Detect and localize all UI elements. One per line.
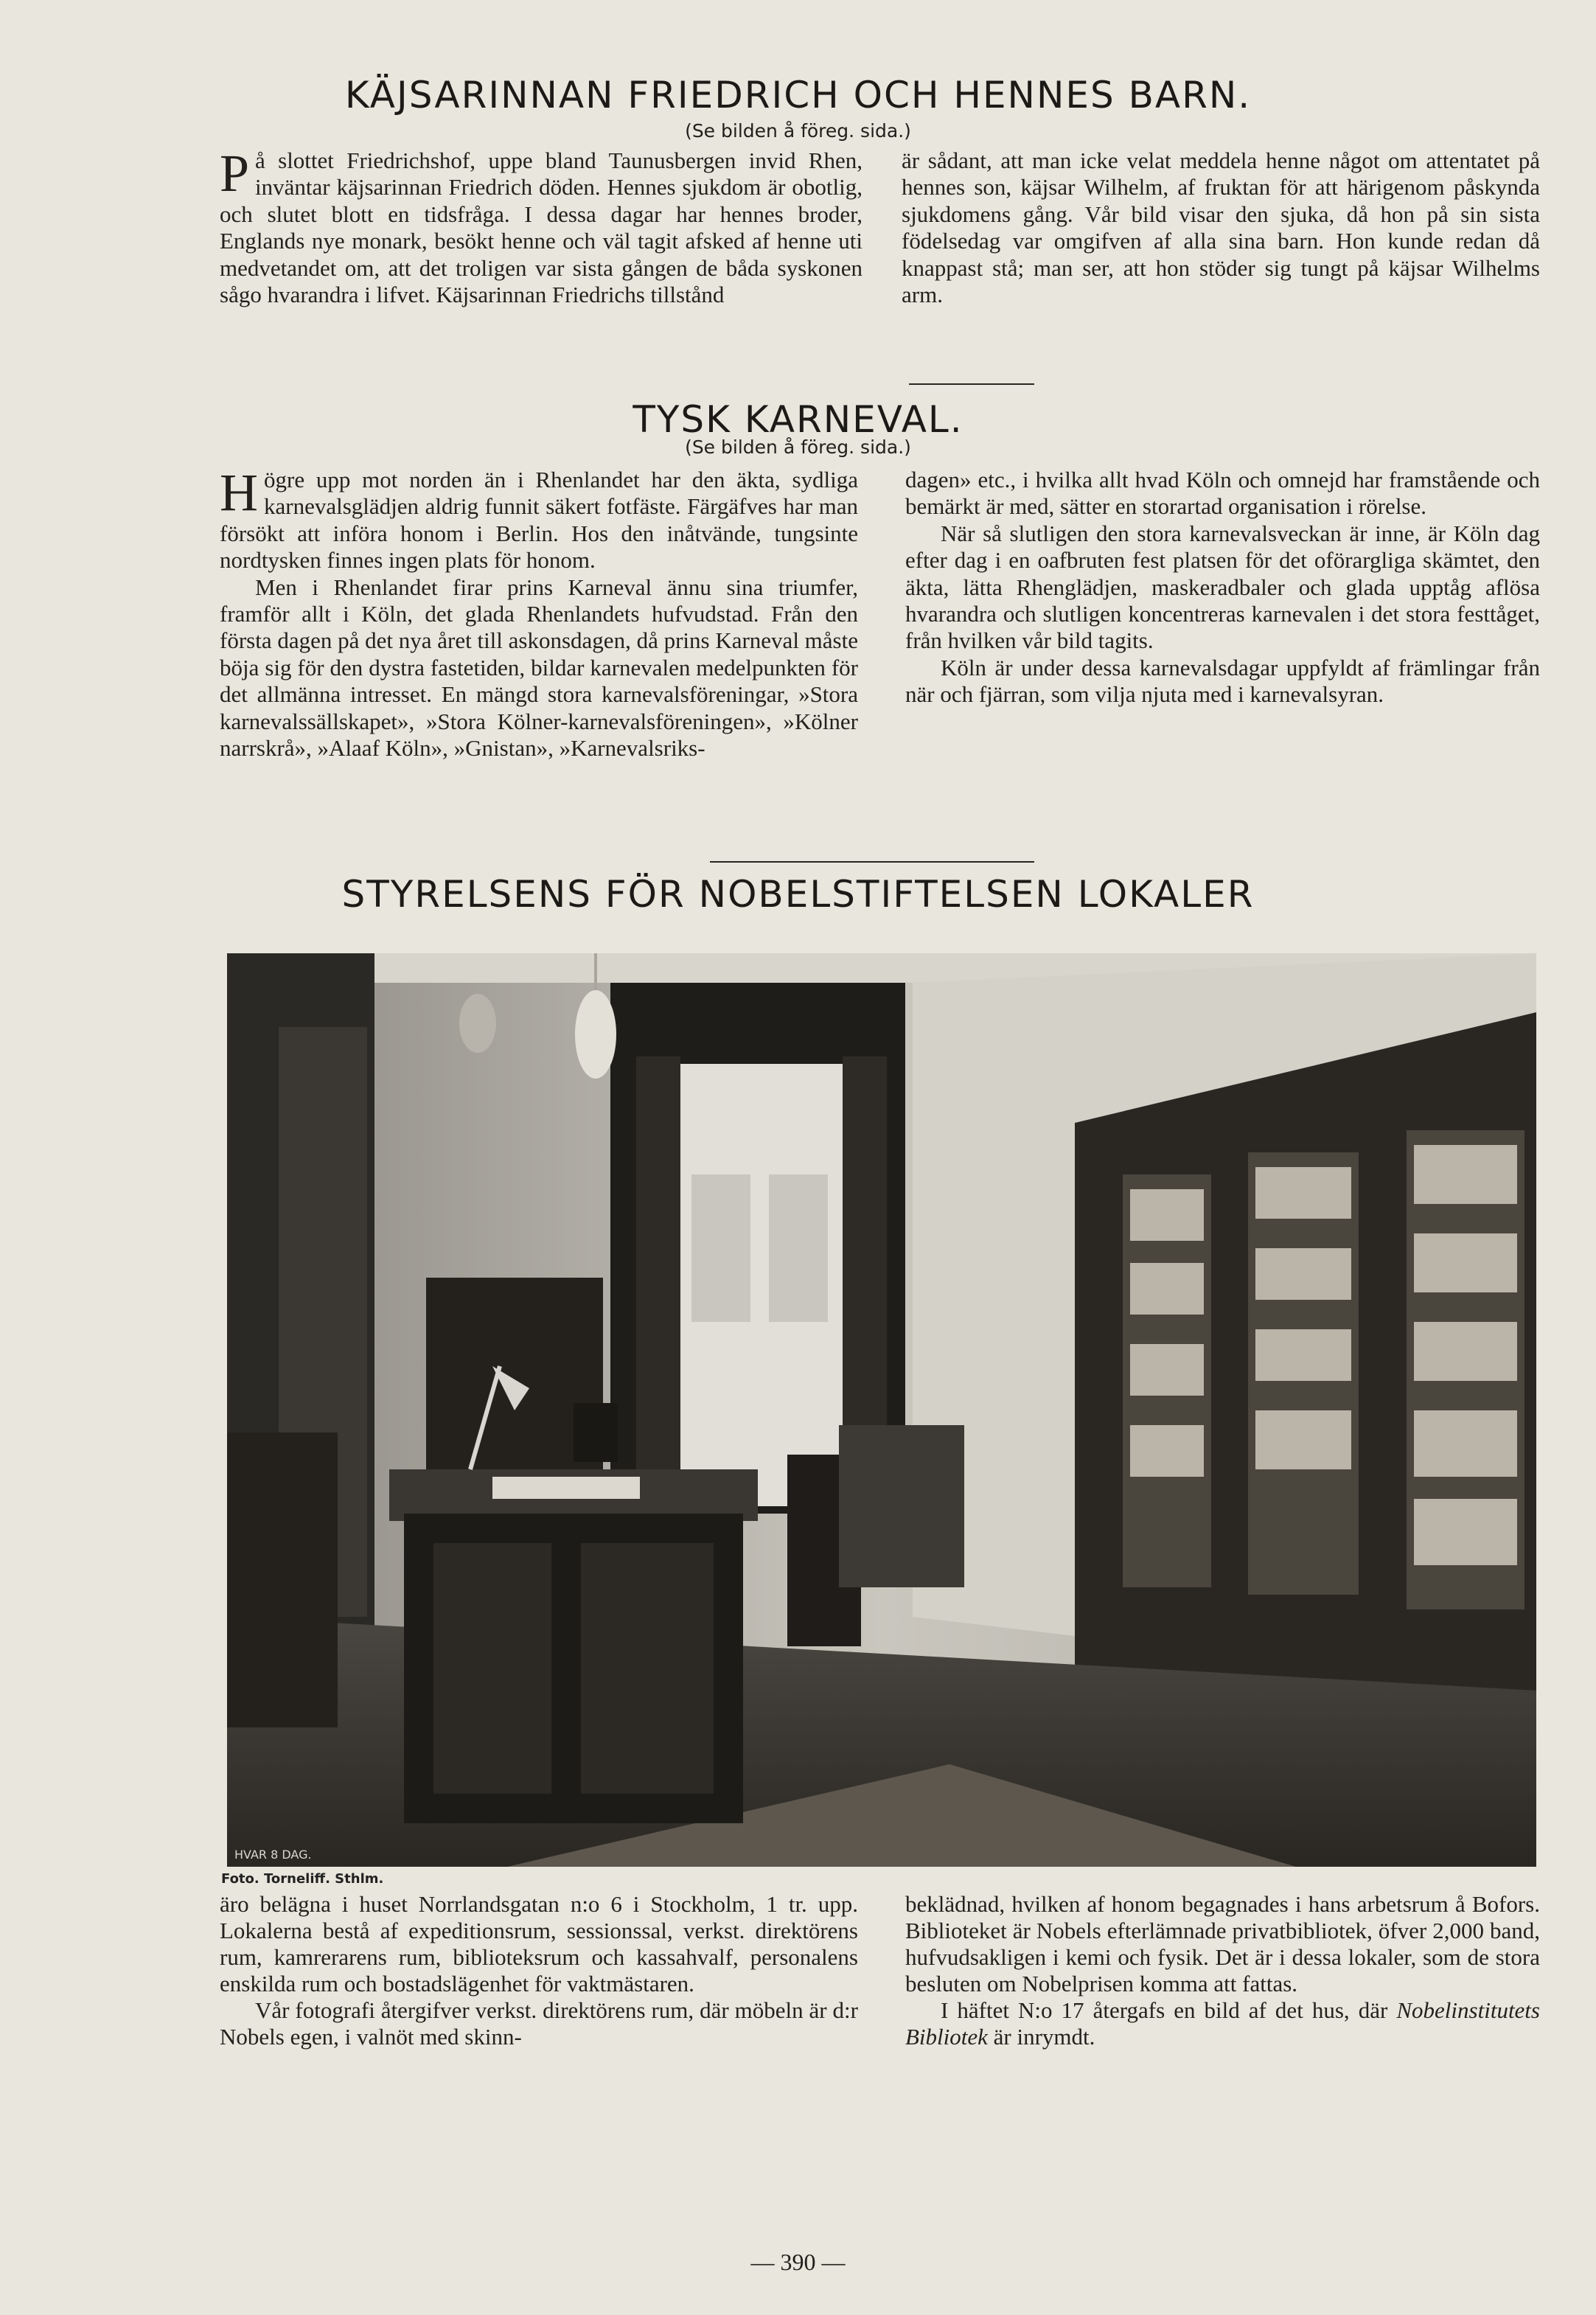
article3-left-paragraph: Vår fotografi återgifver verkst. direktörens rum, där möbeln är d:r Nobels egen, i valnöt med skinn- — [220, 1997, 858, 2050]
page-number: — 390 — — [750, 2249, 846, 2275]
article-reference-note: (Se bilden å föreg. sida.) — [685, 436, 911, 458]
article2-right-paragraph: När så slutligen den stora karnevalsveckan är inne, är Köln dag efter dag i en oafbruten fest platsen för det oförargliga skämtet, den äkta, lätta Rhenglädjen, maskeradbaler och glada upptåg aflösa hvarandra och slutligen koncentreras karnevalen i det stora festtåget, från hvilken vår bild tagits. — [905, 520, 1540, 654]
article2-left-column — [220, 463, 858, 762]
text-run: I häftet N:o 17 återgafs en bild af det hus, där — [941, 1997, 1397, 2023]
article-reference-note: (Se bilden å föreg. sida.) — [685, 120, 911, 142]
article3-right-column — [905, 1891, 1540, 2050]
drop-cap: H — [220, 463, 258, 522]
article3-left-column — [220, 1891, 858, 2050]
article1-right-column — [902, 147, 1540, 308]
italic-title: Nobelinstitutets Bibliotek — [905, 1997, 1540, 2050]
office-interior-illustration — [227, 953, 1536, 1867]
article-title-tysk-karneval: TYSK KARNEVAL. — [633, 398, 963, 441]
photo-credit: Foto. Torneliff. Sthlm. — [221, 1871, 384, 1887]
article-title-nobelstiftelsen: STYRELSENS FÖR NOBELSTIFTELSEN LOKALER — [341, 873, 1255, 916]
article2-right-column — [905, 467, 1540, 709]
article1-left-text: å slottet Friedrichshof, uppe bland Taunusbergen invid Rhen, inväntar käjsarinnan Friedrich döden. Hennes sjukdom är obotlig, och slutet blott en tidsfråga. I dessa dagar har hennes broder, Englands nye monark, besökt henne och väl tagit afsked af henne uti medvetandet om, att det troligen var sista gången de båda syskonen sågo hvarandra i lifvet. Käjsarinnan Friedrichs tillstånd — [220, 147, 863, 308]
section-divider — [710, 861, 1034, 863]
article3-left-paragraph: äro belägna i huset Norrlandsgatan n:o 6 i Stockholm, 1 tr. upp. Lokalerna bestå af expeditionsrum, sessionssal, verkst. direktörens rum, kamrerarens rum, biblioteksrum och kassahvalf, personalens enskilda rum och bostadslägenhet för vaktmästaren. — [220, 1891, 858, 1997]
drop-cap: P — [220, 144, 250, 203]
article3-right-paragraph — [905, 1997, 1540, 2050]
text-run: är inrymdt. — [987, 2024, 1095, 2050]
article1-right-text: är sådant, att man icke velat meddela henne något om attentatet på hennes son, käjsar Wilhelm, af fruktan för att härigenom påskynda sjukdomens gång. Vår bild visar den sjuka, då hon på sin sista födelsedag var omgifven af alla sina barn. Hon kunde redan då knappast stå; man ser, att hon stöder sig tungt på käjsar Wilhelms arm. — [902, 147, 1540, 308]
section-divider — [909, 383, 1034, 385]
article2-left-paragraph: ögre upp mot norden än i Rhenlandet har den äkta, sydliga karnevalsglädjen aldrig funnit säkert fotfäste. Färgäfves har man försökt att införa honom i Berlin. Hos den inåtvände, tungsinte nordtysken finnes ingen plats för honom. — [220, 467, 858, 574]
article1-left-column — [220, 144, 863, 308]
photo-nobel-office — [227, 953, 1536, 1867]
photo-mark: HVAR 8 DAG. — [234, 1848, 312, 1862]
article2-right-paragraph: Köln är under dessa karnevalsdagar uppfyldt af främlingar från när och fjärran, som vilja njuta med i karnevalsyran. — [905, 654, 1540, 708]
article3-right-paragraph: beklädnad, hvilken af honom begagnades i hans arbetsrum å Bofors. Biblioteket är Nobels efterlämnade privatbibliotek, öfver 2,000 band, hufvudsakligen i kemi och fysik. Det är i dessa lokaler, som de stora besluten om Nobelprisen komma att fattas. — [905, 1891, 1540, 1997]
article2-left-paragraph: Men i Rhenlandet firar prins Karneval ännu sina triumfer, framför allt i Köln, det glada Rhenlandets hufvudstad. Från den första dagen på det nya året till askonsdagen, då prins Karneval måste böja sig för den dystra fastetiden, bildar karnevalen medelpunkten för det allmänna intresset. En mängd stora karnevalsföreningar, »Stora karnevalssällskapet», »Stora Kölner-karnevalsföreningen», »Kölner narrskrå», »Alaaf Köln», »Gnistan», »Karnevalsriks- — [220, 574, 858, 762]
article2-right-paragraph: dagen» etc., i hvilka allt hvad Köln och omnejd har framstående och bemärkt är med, sätter en storartad organisation i rörelse. — [905, 467, 1540, 520]
article-title-kajsarinnan: KÄJSARINNAN FRIEDRICH OCH HENNES BARN. — [344, 74, 1252, 116]
